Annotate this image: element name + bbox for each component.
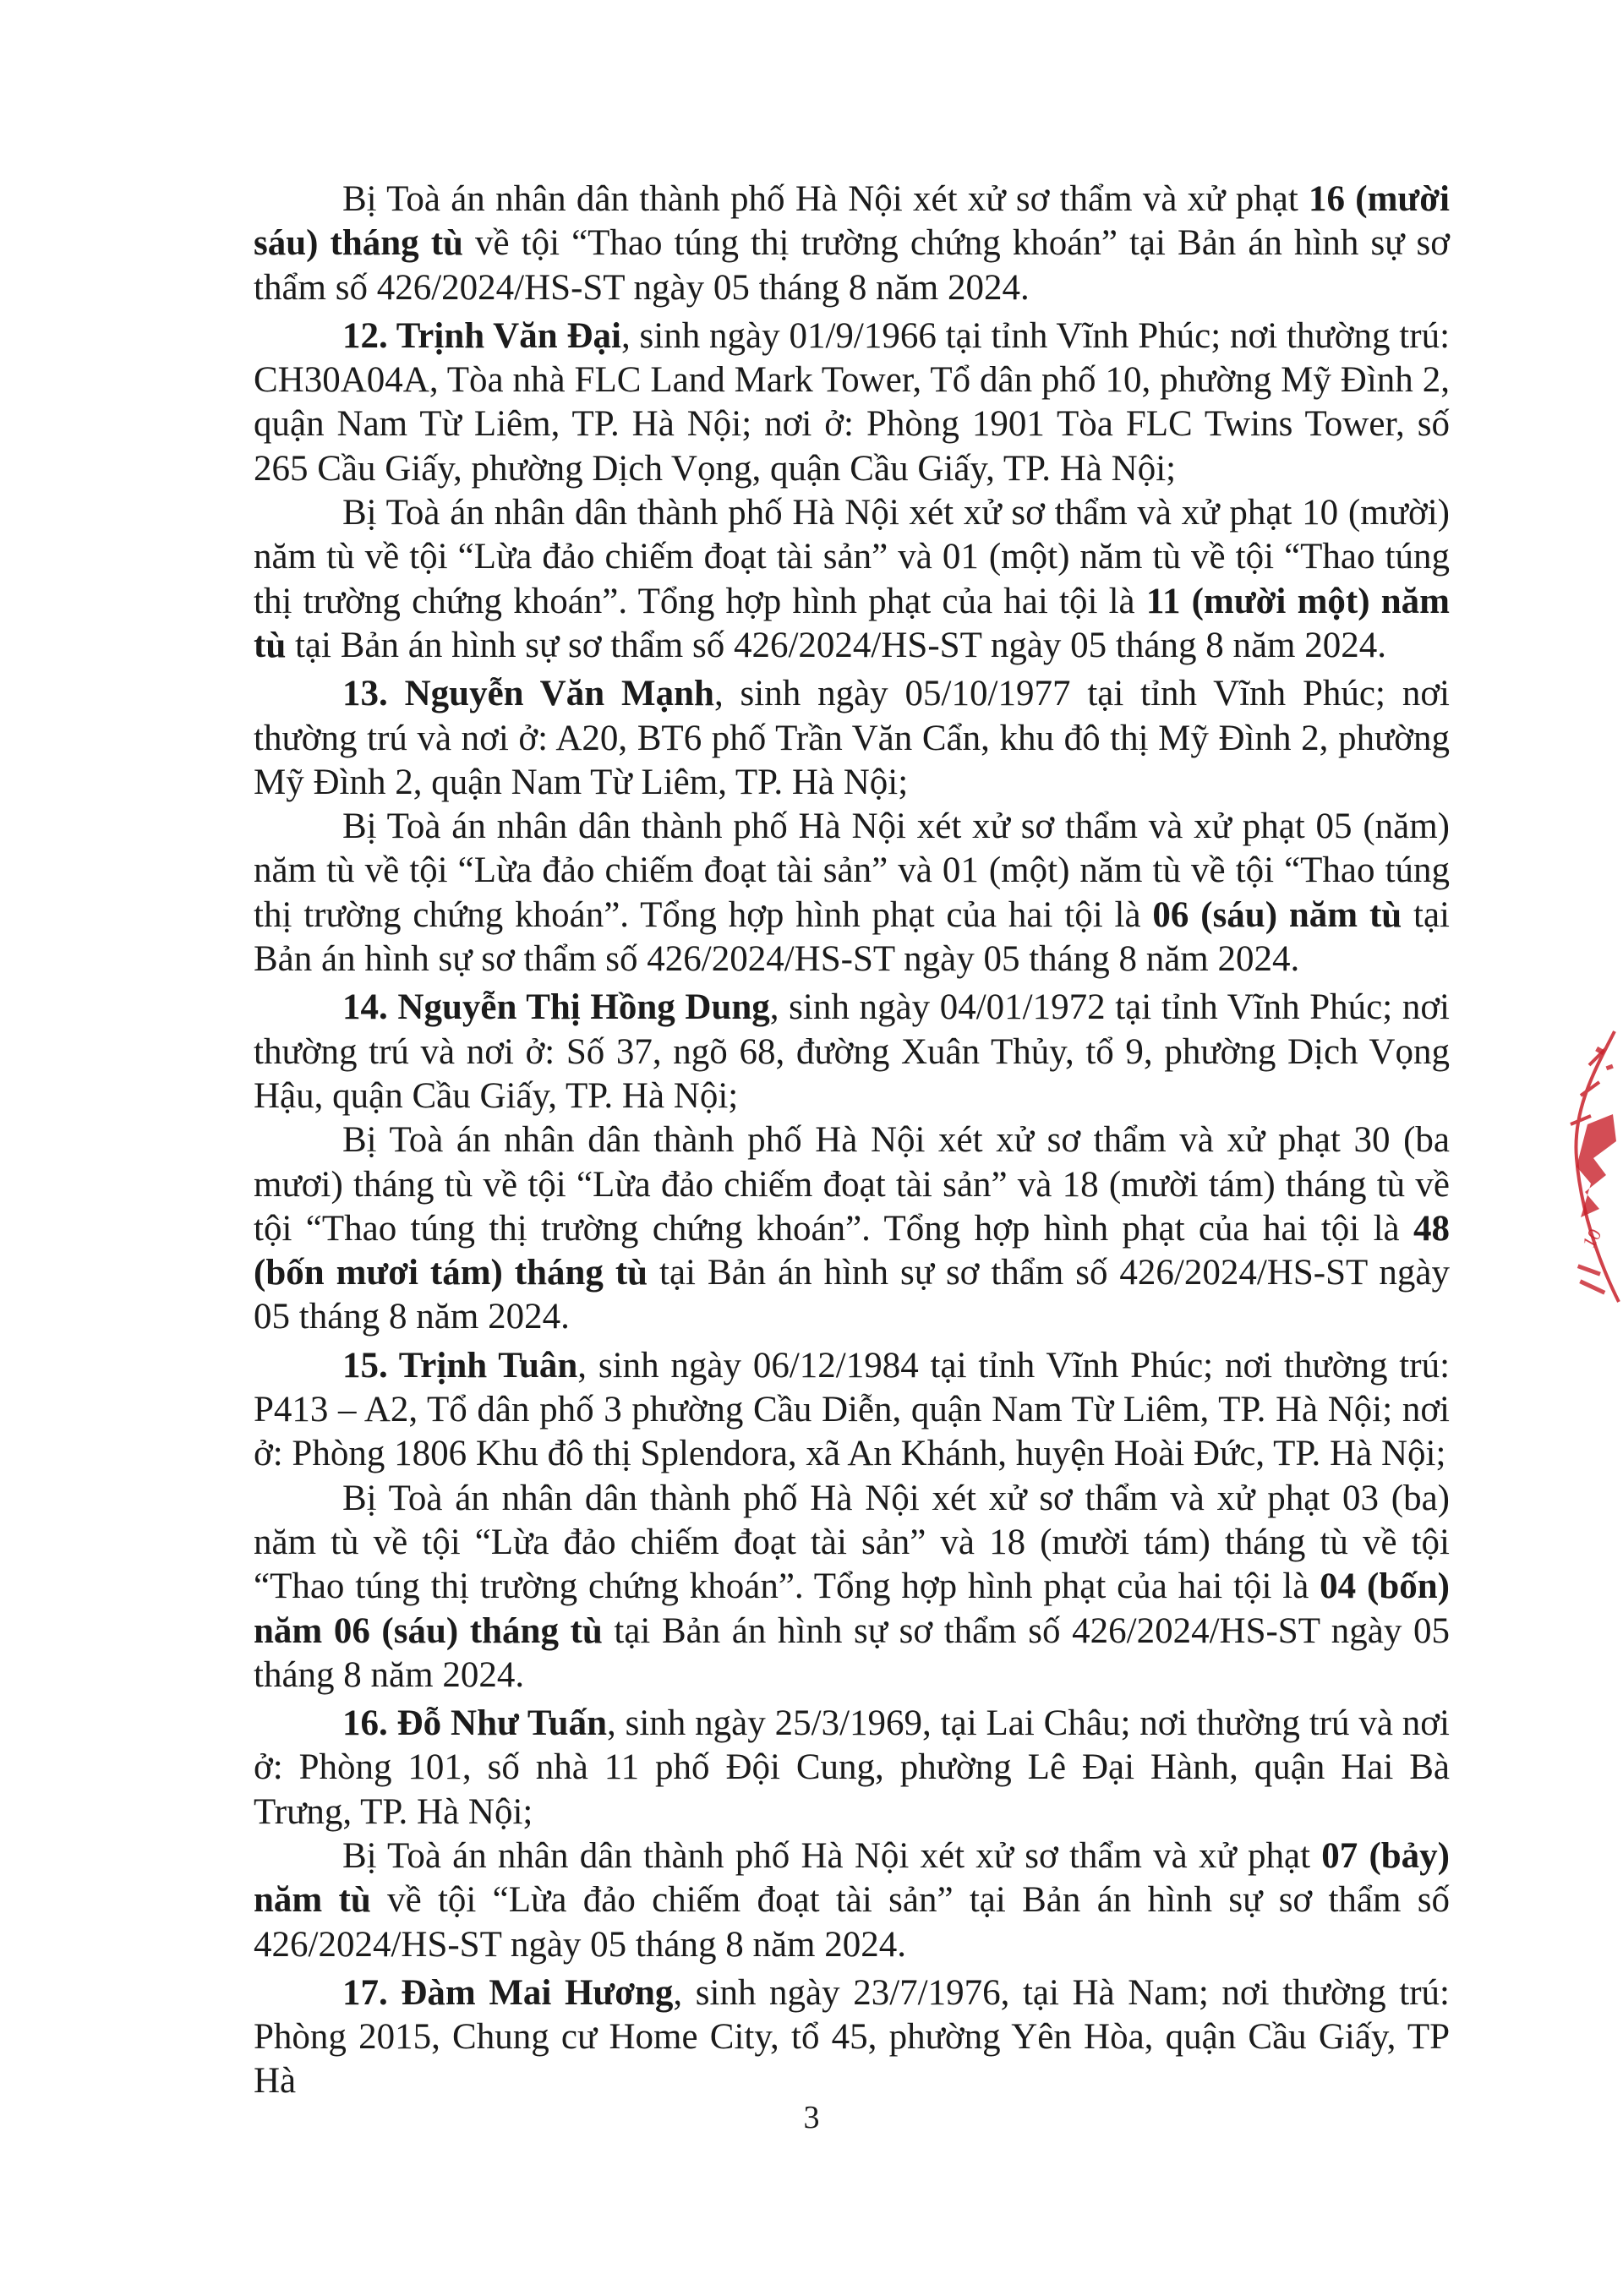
seal-number-text: 10 <box>1577 1224 1606 1252</box>
text-run: , sinh ngày 04/01/1972 tại tỉnh Vĩnh Phúc; nơi thường trú và nơi ở: Số 37, ngõ 68, đường Xuân Thủy, tổ 9, phường Dịch Vọng Hậu, quận Cầu Giấy, TP. Hà Nội; <box>254 987 1451 1116</box>
text-run: Bị Toà án nhân dân thành phố Hà Nội xét xử sơ thẩm và xử phạt <box>342 1835 1322 1876</box>
sentence-paragraph <box>254 1834 1450 1967</box>
text-run: Bị Toà án nhân dân thành phố Hà Nội xét xử sơ thẩm và xử phạt 03 (ba) năm tù về tội “Lừa đảo chiếm đoạt tài sản” và 18 (mười tám) tháng tù về tội “Thao túng thị trường chứng khoán”. Tổng hợp hình phạt của hai tội là <box>254 1478 1450 1607</box>
defendant-paragraph <box>254 1971 1450 2104</box>
bold-text-run: 12. Trịnh Văn Đại <box>342 315 621 356</box>
page-number: 3 <box>803 2100 820 2135</box>
bold-text-run: 16 (mười sáu) tháng tù <box>254 179 1450 264</box>
bold-text-run: 16. Đỗ Như Tuấn <box>342 1703 607 1744</box>
sentence-paragraph <box>254 1118 1450 1339</box>
text-run: , sinh ngày 01/9/1966 tại tỉnh Vĩnh Phúc; nơi thường trú: CH30A04A, Tòa nhà FLC Land Mark Tower, Tổ dân phố 10, phường Mỹ Đình 2, quận Nam Từ Liêm, TP. Hà Nội; nơi ở: Phòng 1901 Tòa FLC Twins Tower, số 265 Cầu Giấy, phường Dịch Vọng, quận Cầu Giấy, TP. Hà Nội; <box>254 315 1451 489</box>
defendant-paragraph <box>254 986 1450 1118</box>
defendant-paragraph <box>254 672 1450 805</box>
bold-text-run: 17. Đàm Mai Hương <box>342 1972 674 2013</box>
text-run: Bị Toà án nhân dân thành phố Hà Nội xét xử sơ thẩm và xử phạt 10 (mười) năm tù về tội “Lừa đảo chiếm đoạt tài sản” và 01 (một) năm tù về tội “Thao túng thị trường chứng khoán”. Tổng hợp hình phạt của hai tội là <box>254 493 1450 621</box>
text-run: tại Bản án hình sự sơ thẩm số 426/2024/HS-ST ngày 05 tháng 8 năm 2024. <box>254 1253 1450 1337</box>
sentence-paragraph <box>254 178 1450 310</box>
document-body <box>254 178 1450 2104</box>
text-run: tại Bản án hình sự sơ thẩm số 426/2024/HS-ST ngày 05 tháng 8 năm 2024. <box>254 894 1450 980</box>
sentence-paragraph <box>254 805 1450 981</box>
bold-text-run: 48 (bốn mươi tám) tháng tù <box>254 1208 1450 1293</box>
bold-text-run: 14. Nguyễn Thị Hồng Dung <box>342 987 770 1028</box>
text-run: Bị Toà án nhân dân thành phố Hà Nội xét xử sơ thẩm và xử phạt 05 (năm) năm tù về tội “Lừa đảo chiếm đoạt tài sản” và 01 (một) năm tù về tội “Thao túng thị trường chứng khoán”. Tổng hợp hình phạt của hai tội là <box>254 806 1450 935</box>
bold-text-run: 15. Trịnh Tuân <box>342 1345 578 1386</box>
red-seal-icon <box>1547 1014 1623 1336</box>
text-run: , sinh ngày 23/7/1976, tại Hà Nam; nơi thường trú: Phòng 2015, Chung cư Home City, tổ 45, phường Yên Hòa, quận Cầu Giấy, TP Hà <box>254 1972 1450 2102</box>
text-run: , sinh ngày 06/12/1984 tại tỉnh Vĩnh Phúc; nơi thường trú: P413 – A2, Tổ dân phố 3 phường Cầu Diễn, quận Nam Từ Liêm, TP. Hà Nội; nơi ở: Phòng 1806 Khu đô thị Splendora, xã An Khánh, huyện Hoài Đức, TP. Hà Nội; <box>254 1345 1451 1474</box>
text-run: Bị Toà án nhân dân thành phố Hà Nội xét xử sơ thẩm và xử phạt 30 (ba mươi) tháng tù về tội “Lừa đảo chiếm đoạt tài sản” và 18 (mười tám) tháng tù về tội “Thao túng thị trường chứng khoán”. Tổng hợp hình phạt của hai tội là <box>254 1120 1450 1249</box>
text-run: tại Bản án hình sự sơ thẩm số 426/2024/HS-ST ngày 05 tháng 8 năm 2024. <box>254 1610 1450 1695</box>
text-run: về tội “Lừa đảo chiếm đoạt tài sản” tại Bản án hình sự sơ thẩm số 426/2024/HS-ST ngày 05 tháng 8 năm 2024. <box>254 1880 1450 1965</box>
sentence-paragraph <box>254 491 1450 668</box>
red-seal-stamp <box>1547 1014 1623 1336</box>
document-page <box>254 178 1450 2104</box>
defendant-paragraph <box>254 1702 1450 1834</box>
bold-text-run: 13. Nguyễn Văn Mạnh <box>342 674 714 714</box>
defendant-paragraph <box>254 1344 1450 1477</box>
bold-text-run: 11 (mười một) năm tù <box>254 581 1450 665</box>
bold-text-run: 07 (bảy) năm tù <box>254 1835 1450 1921</box>
defendant-paragraph <box>254 314 1450 491</box>
text-run: Bị Toà án nhân dân thành phố Hà Nội xét xử sơ thẩm và xử phạt <box>342 179 1309 219</box>
sentence-paragraph <box>254 1477 1450 1697</box>
bold-text-run: 06 (sáu) năm tù <box>1152 894 1402 935</box>
text-run: tại Bản án hình sự sơ thẩm số 426/2024/HS-ST ngày 05 tháng 8 năm 2024. <box>286 625 1386 665</box>
text-run: , sinh ngày 25/3/1969, tại Lai Châu; nơi thường trú và nơi ở: Phòng 101, số nhà 11 phố Đội Cung, phường Lê Đại Hành, quận Hai Bà Trưng, TP. Hà Nội; <box>254 1703 1450 1832</box>
text-run: về tội “Thao túng thị trường chứng khoán” tại Bản án hình sự sơ thẩm số 426/2024/HS-ST ngày 05 tháng 8 năm 2024. <box>254 223 1451 308</box>
text-run: , sinh ngày 05/10/1977 tại tỉnh Vĩnh Phúc; nơi thường trú và nơi ở: A20, BT6 phố Trần Văn Cẩn, khu đô thị Mỹ Đình 2, phường Mỹ Đình 2, quận Nam Từ Liêm, TP. Hà Nội; <box>254 674 1451 802</box>
bold-text-run: 04 (bốn) năm 06 (sáu) tháng tù <box>254 1566 1450 1651</box>
